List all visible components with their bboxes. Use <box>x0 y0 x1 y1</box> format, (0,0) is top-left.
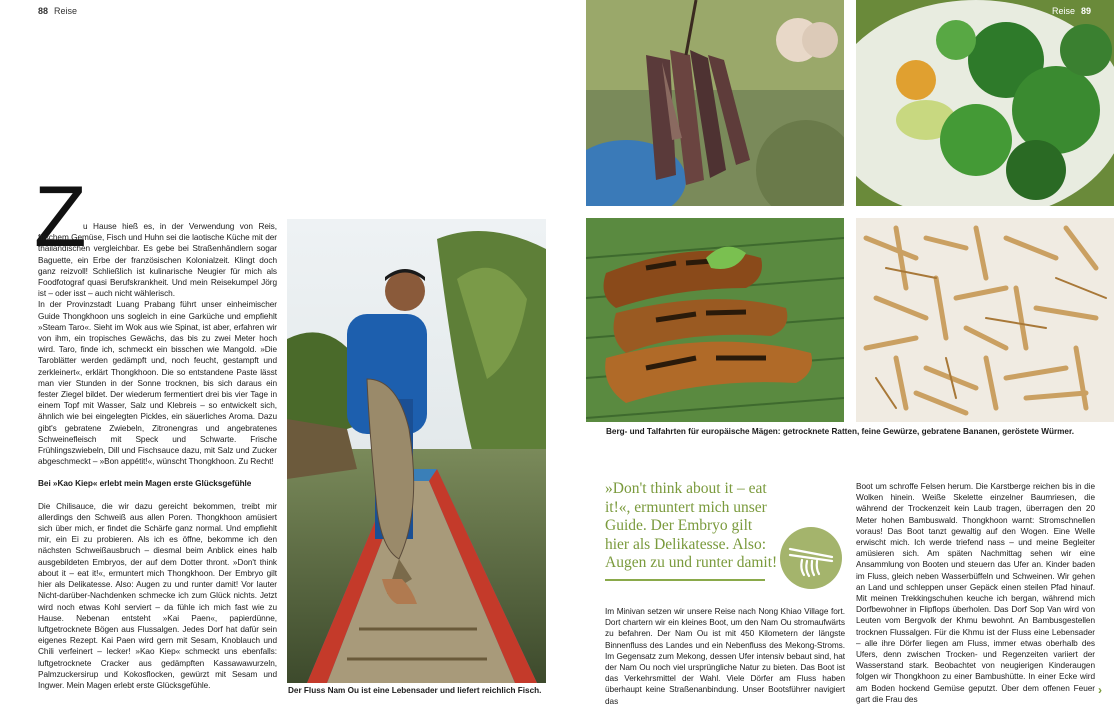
body-paragraph: In der Provinzstadt Luang Prabang führt unser einheimischer Guide Thongkhoon uns sogleich in eine Garküche und empfiehlt »Steam Taro«. Sieht im Wok aus wie Spinat, ist aber, erfahren wir von ihm, ein tropisches Gewächs, das bis zu zwei Meter hoch wird. Taro, finde ich, schmeckt ein bisschen wie Mangold. »Die Taroblätter werden gedämpft und, noch feucht, gestampft und zerkleinert«, erklärt Thongkhoon. Die so entstandene Paste lässt man vier Stunden in der Sonne trocknen, bis sich daraus ein fester Ziegel bildet. Der wiederum fermentiert drei bis vier Tage in einem Topf mit Wasser, Salz und Klebreis – so entwickelt sich, ähnlich wie bei eingelegten Pickles, ein säuerliches Aroma. Dazu gibt's gebratene Zwiebeln, Zitronengras und angebratenes Schweinefleisch mit Speck und Schwarte. Frische Frühlingszwiebeln, Dill und Fischsauce dazu, mit Salz und Zucker abgeschmeckt – »Bon appétit!«, wünscht Thongkhoon. Zu Recht! <box>38 300 277 467</box>
grilled-bananas-photo <box>586 218 844 422</box>
left-page-number: 88 <box>38 6 49 16</box>
drop-cap: Z <box>34 169 87 265</box>
right-section-label: Reise <box>1052 6 1076 16</box>
dried-rats-photo <box>586 0 844 206</box>
right-page-number: 89 <box>1081 6 1092 16</box>
chopsticks-icon <box>780 527 842 589</box>
right-text-column <box>856 481 1095 705</box>
continue-arrow-icon[interactable]: › <box>1098 683 1102 697</box>
body-paragraph: Boot um schroffe Felsen herum. Die Karstberge reichen bis in die Wolken hinein. Weiße Skelette einzelner Baumriesen, die während der Trockenzeit kein Laub tragen, überragen den 20 Meter hohen Bambuswald. Thongkhoon warnt: Stromschnellen voraus! Das Boot tanzt gewaltig auf den Wogen. Eine Welle erwischt mich. Ich werde triefend nass – und meine Begleiter amüsieren sich. Am späten Nachmittag sehen wir eine Ansammlung von Booten und steuern das Ufer an. Kinder baden im Fluss, gleich neben Wasserbüffeln und Schweinen. Wir gehen an Land und schleppen unser Gepäck einen steilen Pfad hinauf. Mit meinen Trekkingschuhen keuche ich bergan, während mich Dorfbewohner in Flipflops überholen. Das Dorf Sop Van wird von Leuten vom Bergvolk der Khmu bewohnt. An Bambusgestellen trocknen Flussalgen. Für die Khmu ist der Fluss eine Lebensader – alle ihre Dörfer liegen am Fluss, immer etwas oberhalb des Ufers, denn zwischen Trocken- und Regenzeiten variiert der Wasserstand stark. Beobachtet von neugierigen Kinderaugen folgen wir Thongkhoon zu einer Bambushütte. In einer Ecke wird am Boden hockend Gemüse geputzt. Über dem offenen Feuer gart die Frau des <box>856 482 1095 704</box>
left-section-label: Reise <box>54 6 78 16</box>
subheading: Bei »Kao Kiep« erlebt mein Magen erste Glücksgefühle <box>38 479 252 489</box>
quote-divider <box>605 579 765 581</box>
intro-paragraph: u Hause hieß es, in der Verwendung von Reis, frischem Gemüse, Fisch und Huhn sei die laotische Küche mit der thailändischen vergleichbar. Es gebe bei Straßenhändlern sogar Baguette, ein Erbe der französischen Kolonialzeit. Klingt doch ganz reizvoll! Schließlich ist kulinarische Neugier für mich als Foodfotograf quasi Berufskrankheit. Und mein Reisekumpel Jörg ist – oder isst – auch nicht wählerisch. <box>38 222 277 299</box>
pull-quote: »Don't think about it – eat it!«, ermuntert mich unser Guide. Der Embryo gilt hier als Delikatesse. Also: Augen zu und runter damit! <box>605 480 778 571</box>
left-text-column <box>38 221 277 691</box>
body-paragraph: Die Chilisauce, die wir dazu gereicht bekommen, treibt mir allerdings den Schweiß aus allen Poren. Thongkhoon amüsiert sich über mich, er findet die Schärfe ganz normal. Und empfiehlt mir, ein Ei zu probieren. Als ich es öffne, bekomme ich den nächsten Schweißausbruch – diesmal beim Anblick eines halb ausgebildeten Embryos, der auf dem Dotter thront. »Don't think about it – eat it!«, ermuntert mich Thongkhoon. Der Embryo gilt hier als Delikatesse. Also: Augen zu und runter damit! Vor lauter Nicht-darüber-Nachdenken schmecke ich zum Glück nichts. Jetzt wird noch etwas Kohl serviert – da fühle ich mich fast wie zu Hause. Nebenan entsteht »Kai Paen«, papierdünne, luftgetrocknete Bögen aus Flussalgen. Jedes Dorf hat dafür sein eigenes Rezept. Kai Paen wird gern mit Sesam, Knoblauch und Chili verfeinert – lecker! »Kao Kiep« schmeckt uns ebenfalls: luftgetrocknete Cracker aus gedämpften Kassawawurzeln, Palmzuckersirup und Kokosflocken, gewürzt mit Sesam und Ingwer. Mein Magen erlebt erste Glücksgefühle. <box>38 501 277 690</box>
right-folio <box>1052 6 1091 16</box>
left-folio <box>38 6 77 16</box>
body-paragraph: Im Minivan setzen wir unsere Reise nach Nong Khiao Village fort. Dort chartern wir ein kleines Boot, um den Nam Ou stromaufwärts zu befahren. Der Nam Ou ist mit 450 Kilometern der längste Binnenfluss des Landes und ein Nebenfluss des Mekong-Stroms. Im Gegensatz zum Mekong, dessen Ufer intensiv bebaut sind, hat der Nam Ou noch viel ursprüngliche Natur zu bieten. Das Boot ist das Verkehrsmittel der Wahl. Viele Dörfer am Fluss haben überhaupt keine Straßenanbindung. Unser Bootsführer navigiert das <box>605 607 845 706</box>
middle-text-column <box>605 606 845 707</box>
roasted-worms-photo <box>856 218 1114 422</box>
fisherman-photo <box>287 219 546 683</box>
food-caption: Berg- und Talfahrten für europäische Mägen: getrocknete Ratten, feine Gewürze, gebratene Bananen, geröstete Würmer. <box>606 427 1074 436</box>
herbs-plate-photo <box>856 0 1114 206</box>
fisherman-caption: Der Fluss Nam Ou ist eine Lebensader und liefert reichlich Fisch. <box>288 686 542 695</box>
